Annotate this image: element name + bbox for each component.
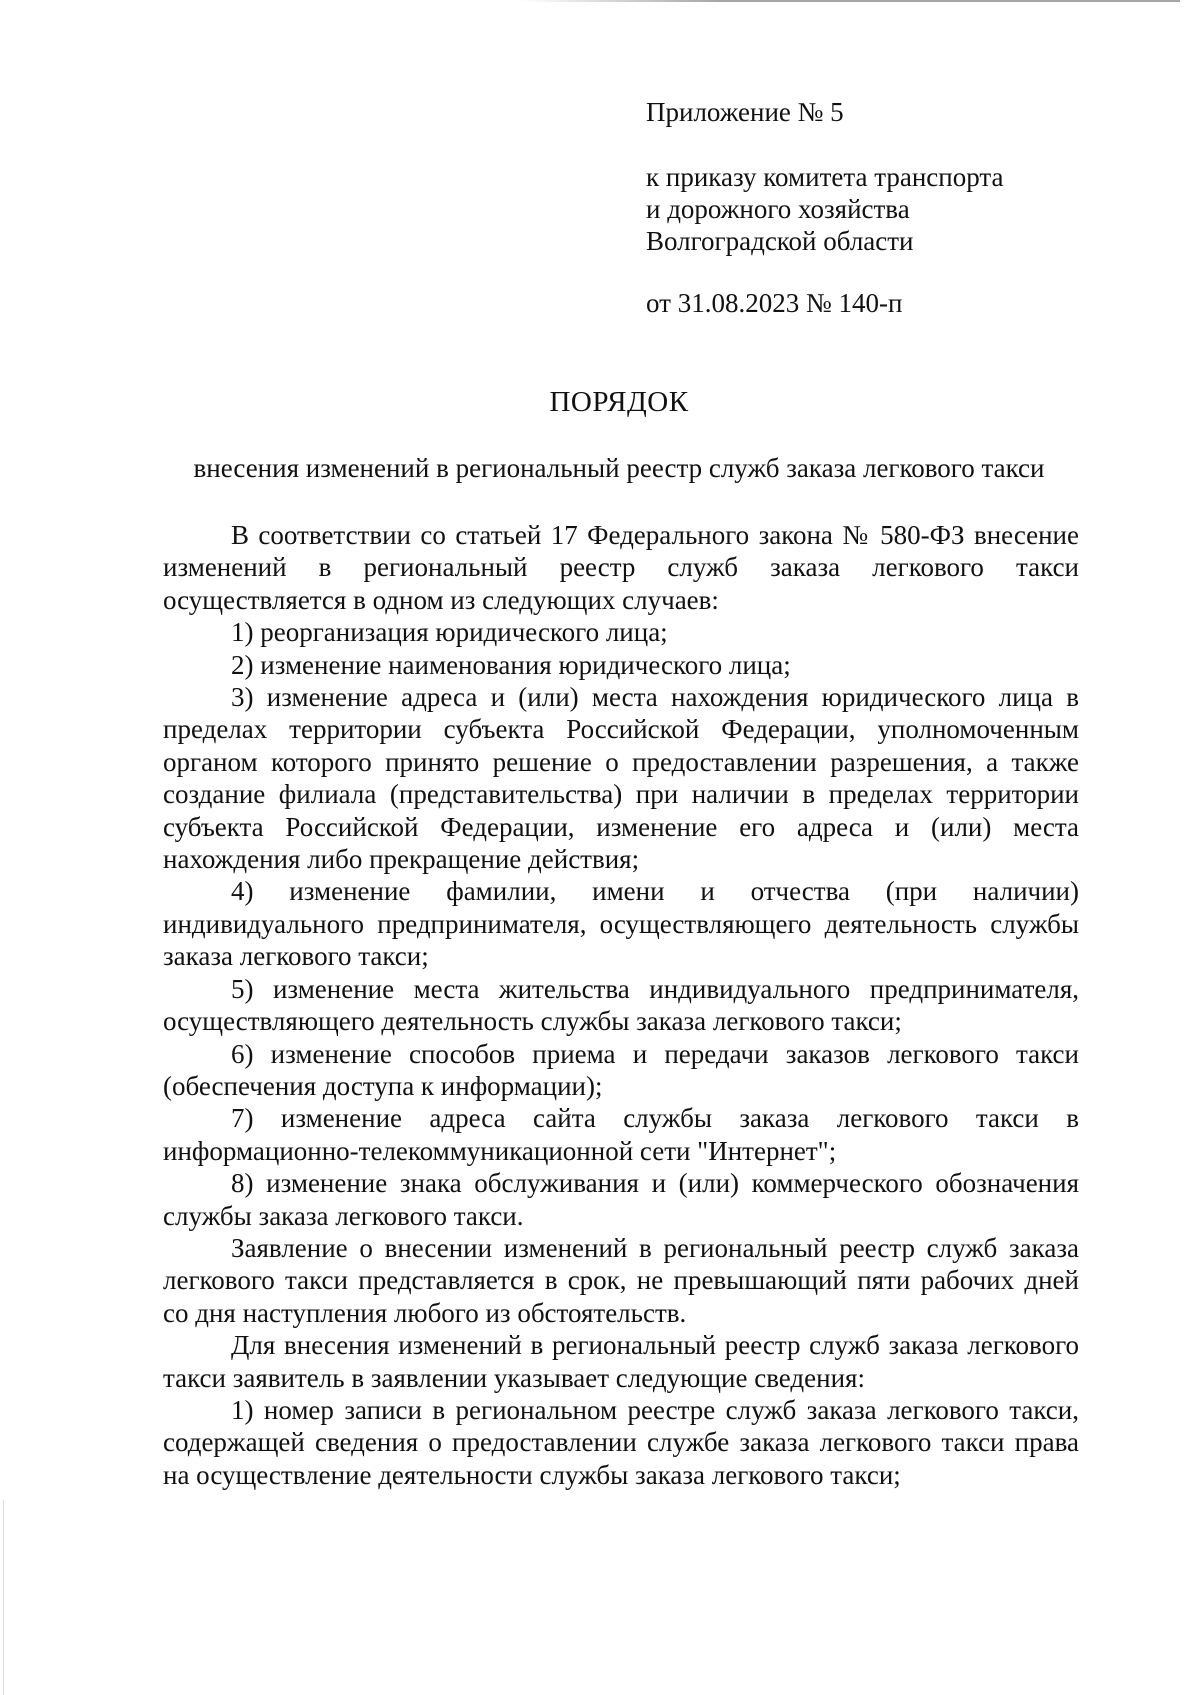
list-item-4: 4) изменение фамилии, имени и отчества (при наличии) индивидуального предпринимателя, осуществляющего деятельность службы заказа легкового такси; [163,876,1079,972]
appendix-date-number: от 31.08.2023 № 140-п [646,288,903,318]
document-subtitle: внесения изменений в региональный реестр служб заказа легкового такси [193,453,1045,483]
paragraph-intro: В соответствии со статьей 17 Федерального закона № 580-ФЗ внесение изменений в региональный реестр служб заказа легкового такси осуществляется в одном из следующих случаев: [163,520,1079,615]
info-item-1: 1) номер записи в региональном реестре служб заказа легкового такси, содержащей сведения о предоставлении службе заказа легкового такси права на осуществление деятельности службы заказа легкового такси; [163,1394,1079,1490]
paragraph-deadline: Заявление о внесении изменений в региональный реестр служб заказа легкового такси представляется в срок, не превышающий пяти рабочих дней со дня наступления любого из обстоятельств. [163,1232,1079,1328]
scan-edge-top [520,0,1180,2]
document-body [163,519,1079,1491]
document-title: ПОРЯДОК [549,386,689,418]
appendix-order-line-3: Волгоградской области [646,226,914,256]
list-item-1: 1) реорганизация юридического лица; [231,617,668,648]
list-item-5: 5) изменение места жительства индивидуального предпринимателя, осуществляющего деятельность службы заказа легкового такси; [163,973,1079,1037]
paragraph-required-info: Для внесения изменений в региональный реестр служб заказа легкового такси заявитель в заявлении указывает следующие сведения: [163,1330,1079,1393]
appendix-order-line-2: и дорожного хозяйства [646,194,910,224]
list-item-6: 6) изменение способов приема и передачи заказов легкового такси (обеспечения доступа к информации); [163,1038,1079,1101]
list-item-3: 3) изменение адреса и (или) места нахождения юридического лица в пределах территории субъекта Российской Федерации, уполномоченным органом которого принято решение о предоставлении разрешения, а также создание филиала (представительства) при наличии в пределах территории субъекта Российской Федерации, изменение его адреса и (или) места нахождения либо прекращение действия; [163,682,1079,875]
list-item-7: 7) изменение адреса сайта службы заказа легкового такси в информационно-телекоммуникационной сети "Интернет"; [163,1103,1079,1166]
scan-edge-left [3,1500,4,1695]
appendix-header [646,96,1146,319]
appendix-title: Приложение № 5 [646,97,844,127]
appendix-order-line-1: к приказу комитета транспорта [646,162,1004,192]
list-item-8: 8) изменение знака обслуживания и (или) коммерческого обозначения службы заказа легкового такси. [163,1168,1079,1231]
list-item-2: 2) изменение наименования юридического лица; [231,649,791,680]
